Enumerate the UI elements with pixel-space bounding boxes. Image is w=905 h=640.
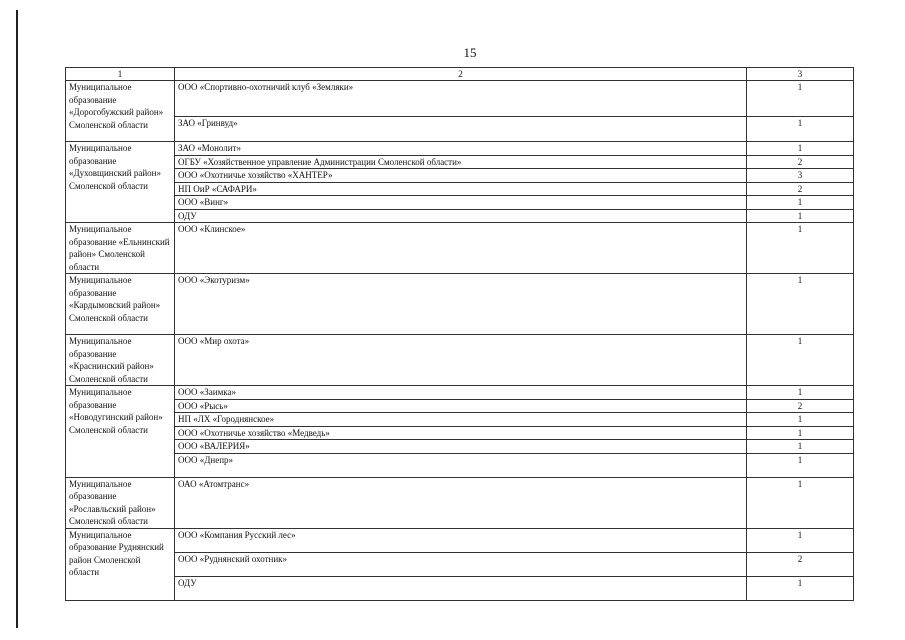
organization-cell: ООО «Экотуризм» [175, 274, 747, 335]
count-cell: 2 [747, 552, 854, 576]
count-cell: 1 [747, 209, 854, 223]
table-row [66, 169, 854, 183]
table-row [66, 155, 854, 169]
count-cell: 3 [747, 169, 854, 183]
table-row [66, 117, 854, 142]
count-cell: 1 [747, 528, 854, 552]
municipality-cell: Муниципальное образование «Дорогобужский район» Смоленской области [66, 81, 175, 142]
organization-cell: ОГБУ «Хозяйственное управление Администрации Смоленской области» [175, 155, 747, 169]
count-cell: 1 [747, 413, 854, 427]
count-cell: 2 [747, 182, 854, 196]
count-cell: 2 [747, 399, 854, 413]
municipality-cell: Муниципальное образование «Новодугинский район» Смоленской области [66, 386, 175, 478]
table-row [66, 576, 854, 600]
count-cell: 1 [747, 453, 854, 477]
table-row [66, 453, 854, 477]
table-row [66, 335, 854, 386]
table-row [66, 440, 854, 454]
count-cell: 1 [747, 117, 854, 142]
count-cell: 1 [747, 223, 854, 274]
organization-cell: НП «ЛХ «Городнянское» [175, 413, 747, 427]
organization-cell: ООО «Клинское» [175, 223, 747, 274]
municipality-cell: Муниципальное образование «Краснинский район» Смоленской области [66, 335, 175, 386]
table-row [66, 223, 854, 274]
organization-cell: ООО «Спортивно-охотничий клуб «Земляки» [175, 81, 747, 117]
column-1-header: 1 [66, 68, 175, 81]
organization-cell: ООО «Мир охота» [175, 335, 747, 386]
municipality-cell: Муниципальное образование «Рославльский район» Смоленской области [66, 477, 175, 528]
column-2-header: 2 [175, 68, 747, 81]
hunting-organizations-table [65, 67, 854, 601]
organization-cell: ООО «ВАЛЕРИЯ» [175, 440, 747, 454]
municipality-cell: Муниципальное образование «Кардымовский район» Смоленской области [66, 274, 175, 335]
organization-cell: НП ОиР «САФАРИ» [175, 182, 747, 196]
scan-edge-line [16, 10, 18, 628]
table-row [66, 196, 854, 210]
organization-cell: ООО «Охотничье хозяйство «Медведь» [175, 426, 747, 440]
count-cell: 1 [747, 335, 854, 386]
organization-cell: ЗАО «Гринвуд» [175, 117, 747, 142]
organization-cell: ООО «Рысь» [175, 399, 747, 413]
organization-cell: ОДУ [175, 209, 747, 223]
organization-cell: ЗАО «Монолит» [175, 142, 747, 156]
table-row [66, 528, 854, 552]
organization-cell: ОДУ [175, 576, 747, 600]
count-cell: 1 [747, 274, 854, 335]
count-cell: 2 [747, 155, 854, 169]
organization-cell: ООО «Днепр» [175, 453, 747, 477]
table-row [66, 81, 854, 117]
table-row [66, 399, 854, 413]
table-row [66, 413, 854, 427]
organization-cell: ООО «Компания Русский лес» [175, 528, 747, 552]
organization-cell: ООО «Руднянский охотник» [175, 552, 747, 576]
table-row [66, 142, 854, 156]
organization-cell: ООО «Винг» [175, 196, 747, 210]
count-cell: 1 [747, 81, 854, 117]
table-row [66, 209, 854, 223]
table-row [66, 552, 854, 576]
organization-cell: ООО «Охотничье хозяйство «ХАНТЕР» [175, 169, 747, 183]
count-cell: 1 [747, 426, 854, 440]
count-cell: 1 [747, 477, 854, 528]
table-row [66, 274, 854, 335]
table-row [66, 426, 854, 440]
municipality-cell: Муниципальное образование «Ельнинский район» Смоленской области [66, 223, 175, 274]
page-number: 15 [463, 45, 477, 60]
count-cell: 1 [747, 386, 854, 400]
table-row [66, 386, 854, 400]
organization-cell: ОАО «Атомтранс» [175, 477, 747, 528]
municipality-cell: Муниципальное образование Руднянский район Смоленской области [66, 528, 175, 600]
column-3-header: 3 [747, 68, 854, 81]
count-cell: 1 [747, 576, 854, 600]
municipality-cell: Муниципальное образование «Духовщинский район» Смоленской области [66, 142, 175, 223]
count-cell: 1 [747, 196, 854, 210]
table-header-row [66, 68, 854, 81]
table-row [66, 182, 854, 196]
count-cell: 1 [747, 440, 854, 454]
organization-cell: ООО «Заимка» [175, 386, 747, 400]
count-cell: 1 [747, 142, 854, 156]
table-row [66, 477, 854, 528]
